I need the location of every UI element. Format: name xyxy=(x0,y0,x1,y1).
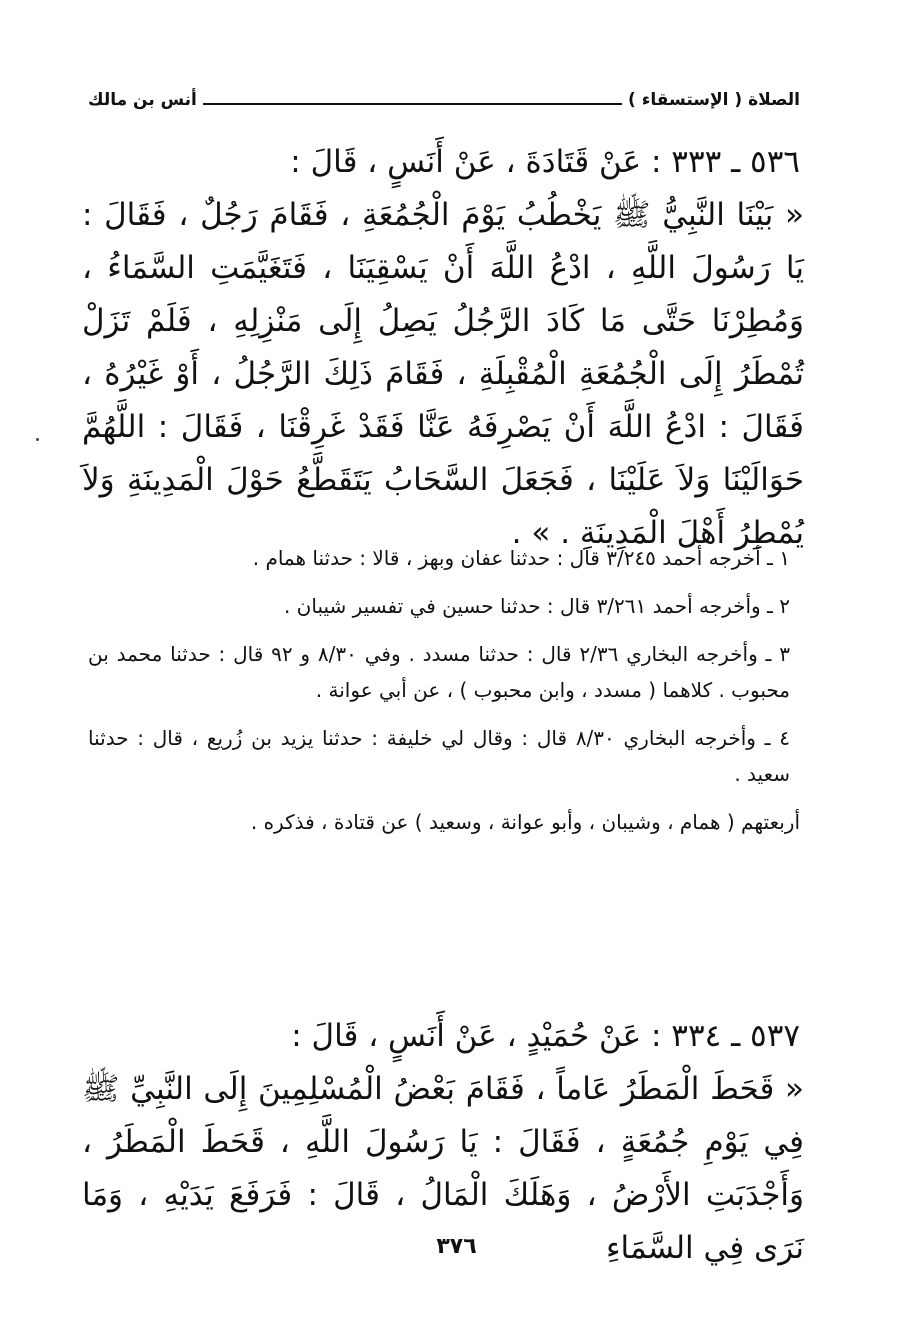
header-chapter-title: الصلاة ( الإستسقاء ) xyxy=(628,90,800,110)
hadith-536-text: « بَيْنَا النَّبِيُّ ﷺ يَخْطُبُ يَوْمَ الْجُمُعَةِ ، فَقَامَ رَجُلٌ ، فَقَالَ : يَا رَسُولَ اللَّهِ ، ادْعُ اللَّهَ أَنْ يَسْقِيَنَا ، فَتَغَيَّمَتِ السَّمَاءُ ، وَمُطِرْنَا حَتَّى مَا كَادَ الرَّجُلُ يَصِلُ إِلَى مَنْزِلِهِ ، فَلَمْ تَزَلْ تُمْطَرُ إِلَى الْجُمُعَةِ الْمُقْبِلَةِ ، فَقَامَ ذَلِكَ الرَّجُلُ ، أَوْ غَيْرُهُ ، فَقَالَ : ادْعُ اللَّهَ أَنْ يَصْرِفَهُ عَنَّا فَقَدْ غَرِقْنَا ، فَقَالَ : اللَّهُمَّ حَوَالَيْنَا وَلاَ عَلَيْنَا ، فَجَعَلَ السَّحَابُ يَتَقَطَّعُ حَوْلَ الْمَدِينَةِ وَلاَ يُمْطِرُ أَهْلَ الْمَدِينَةِ . » . xyxy=(82,197,804,551)
scan-speck xyxy=(36,438,39,441)
header-rule xyxy=(203,103,622,105)
note-3: ٣ ـ وأخرجه البخاري ٢/٣٦ قال : حدثنا مسدد . وفي ٨/٣٠ و ٩٢ قال : حدثنا محمد بن محبوب . كلاهما ( مسدد ، وابن محبوب ) ، عن أبي عوانة . xyxy=(88,642,790,702)
running-header xyxy=(88,84,800,110)
page-number: ٣٧٦ xyxy=(436,1234,477,1259)
takhrij-notes xyxy=(88,540,800,852)
header-narrator-name: أنس بن مالك xyxy=(88,90,197,110)
hadith-537-text: « قَحَطَ الْمَطَرُ عَاماً ، فَقَامَ بَعْضُ الْمُسْلِمِينَ إِلَى النَّبِيِّ ﷺ فِي يَوْمِ جُمُعَةٍ ، فَقَالَ : يَا رَسُولَ اللَّهِ ، قَحَطَ الْمَطَرُ ، وَأَجْدَبَتِ الأَرْضُ ، وَهَلَكَ الْمَالُ ، قَالَ : فَرَفَعَ يَدَيْهِ ، وَمَا نَرَى فِي السَّمَاءِ xyxy=(82,1071,804,1266)
hadith-536-isnad: ٥٣٦ ـ ٣٣٣ : عَنْ قَتَادَةَ ، عَنْ أَنَسٍ ، قَالَ : xyxy=(290,144,800,180)
note-4: ٤ ـ وأخرجه البخاري ٨/٣٠ قال : وقال لي خليفة : حدثنا يزيد بن زُريع ، قال : حدثنا سعيد . xyxy=(88,726,791,786)
notes-summary: أربعتهم ( همام ، وشيبان ، وأبو عوانة ، وسعيد ) عن قتادة ، فذكره . xyxy=(250,810,800,834)
hadith-537-isnad: ٥٣٧ ـ ٣٣٤ : عَنْ حُمَيْدٍ ، عَنْ أَنَسٍ ، قَالَ : xyxy=(291,1018,800,1054)
note-2: ٢ ـ وأخرجه أحمد ٣/٢٦١ قال : حدثنا حسين في تفسير شيبان . xyxy=(283,594,790,618)
note-1: ١ ـ أخرجه أحمد ٣/٢٤٥ قال : حدثنا عفان وبهز ، قالا : حدثنا همام . xyxy=(252,546,790,570)
hadith-536 xyxy=(82,136,804,560)
